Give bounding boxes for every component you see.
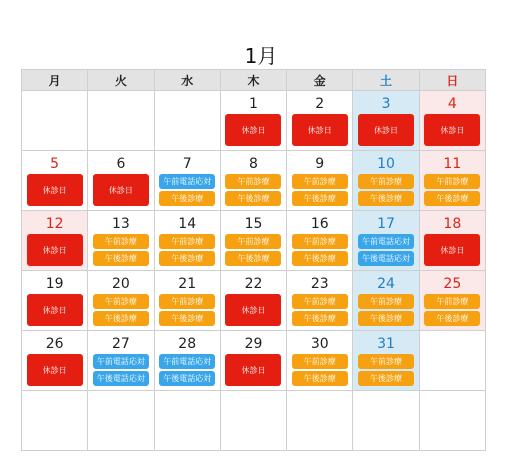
day-number: 15 [244,216,263,232]
day-badges [420,114,485,146]
day-badges [88,234,153,266]
day-badges [155,234,220,266]
calendar-week-row [22,271,486,331]
weekday-sat: 土 [353,70,419,91]
calendar-week-row [22,151,486,211]
day-number: 12 [45,216,64,232]
day-badges [155,294,220,326]
calendar-day-cell [22,91,88,151]
day-badges [420,234,485,266]
closed-day-badge: 休診日 [27,234,83,266]
day-badges [88,354,153,386]
day-number: 10 [377,156,395,172]
day-badges [287,354,352,386]
calendar-day-cell [220,391,286,451]
day-badges [353,234,418,266]
day-number: 4 [447,96,457,112]
calendar-day-cell[interactable] [154,151,220,211]
calendar-day-cell [22,391,88,451]
day-number: 11 [443,156,462,172]
day-badges [22,354,87,386]
weekday-thu: 木 [220,70,286,91]
day-number: 20 [112,276,130,292]
weekday-wed: 水 [154,70,220,91]
closed-day-badge: 休診日 [27,294,83,326]
calendar-day-cell[interactable] [287,211,353,271]
consultation-badge: 午前診療 [225,174,281,189]
consultation-badge: 午前診療 [292,354,348,369]
phone-support-badge: 午後電話応対 [159,371,215,386]
consultation-badge: 午前診療 [358,174,414,189]
calendar-week-row [22,91,486,151]
day-badges [221,234,286,266]
phone-support-badge: 午後電話応対 [93,371,149,386]
phone-support-badge: 午前電話応対 [159,354,215,369]
consultation-badge: 午後診療 [292,311,348,326]
calendar-day-cell[interactable] [287,151,353,211]
phone-support-badge: 午後電話応対 [358,251,414,266]
day-badges [221,174,286,206]
day-badges [155,354,220,386]
calendar-week-row [22,211,486,271]
phone-support-badge: 午前電話応対 [159,174,215,189]
weekday-fri: 金 [287,70,353,91]
day-badges [287,234,352,266]
weekday-header-row [22,70,486,91]
calendar-day-cell[interactable] [88,151,154,211]
consultation-badge: 午前診療 [225,234,281,249]
day-number: 16 [310,216,329,232]
consultation-badge: 午前診療 [292,174,348,189]
calendar-grid [21,69,486,451]
calendar-day-cell[interactable] [220,91,286,151]
calendar-day-cell[interactable] [353,271,419,331]
calendar-day-cell [88,91,154,151]
day-number: 27 [112,336,130,352]
closed-day-badge: 休診日 [225,114,281,146]
day-badges [221,294,286,326]
consultation-badge: 午前診療 [292,234,348,249]
day-number: 31 [377,336,395,352]
calendar-day-cell [353,391,419,451]
calendar-week-row [22,331,486,391]
day-badges [22,174,87,206]
day-number: 2 [315,96,325,112]
closed-day-badge: 休診日 [27,354,83,386]
consultation-badge: 午前診療 [159,234,215,249]
calendar-day-cell[interactable] [419,211,485,271]
calendar-day-cell [154,391,220,451]
calendar-day-cell[interactable] [419,271,485,331]
day-badges [353,114,418,146]
closed-day-badge: 休診日 [93,174,149,206]
day-badges [287,294,352,326]
day-number: 28 [178,336,197,352]
consultation-badge: 午後診療 [225,251,281,266]
calendar-day-cell[interactable] [287,271,353,331]
consultation-badge: 午後診療 [93,311,149,326]
calendar-day-cell[interactable] [22,271,88,331]
phone-support-badge: 午前電話応対 [358,234,414,249]
consultation-badge: 午前診療 [424,294,480,309]
consultation-badge: 午前診療 [358,354,414,369]
consultation-badge: 午後診療 [159,311,215,326]
calendar-day-cell[interactable] [287,91,353,151]
closed-day-badge: 休診日 [225,294,281,326]
day-badges [353,354,418,386]
calendar-day-cell[interactable] [220,211,286,271]
closed-day-badge: 休診日 [225,354,281,386]
phone-support-badge: 午前電話応対 [93,354,149,369]
day-badges [88,294,153,326]
consultation-badge: 午前診療 [93,234,149,249]
consultation-badge: 午後診療 [424,311,480,326]
day-number: 17 [377,216,395,232]
weekday-tue: 火 [88,70,154,91]
day-number: 13 [112,216,130,232]
day-badges [22,234,87,266]
month-title: 1月 [244,44,278,68]
closed-day-badge: 休診日 [424,114,480,146]
calendar-day-cell[interactable] [353,331,419,391]
calendar-day-cell [419,391,485,451]
day-number: 3 [381,96,391,112]
calendar-day-cell[interactable] [22,211,88,271]
closed-day-badge: 休診日 [358,114,414,146]
calendar-day-cell[interactable] [154,211,220,271]
calendar-day-cell[interactable] [287,331,353,391]
calendar-day-cell [88,391,154,451]
calendar-day-cell[interactable] [22,151,88,211]
calendar-day-cell[interactable] [353,91,419,151]
day-number: 7 [182,156,192,172]
day-badges [221,354,286,386]
calendar-day-cell[interactable] [88,211,154,271]
day-badges [22,294,87,326]
day-number: 26 [45,336,64,352]
consultation-badge: 午後診療 [292,191,348,206]
calendar-day-cell[interactable] [353,151,419,211]
calendar-day-cell[interactable] [419,91,485,151]
calendar-day-cell[interactable] [88,271,154,331]
day-number: 18 [443,216,462,232]
consultation-badge: 午前診療 [424,174,480,189]
day-number: 24 [377,276,395,292]
day-badges [221,114,286,146]
calendar-day-cell [287,391,353,451]
consultation-badge: 午前診療 [358,294,414,309]
day-number: 14 [178,216,197,232]
day-number: 8 [249,156,258,172]
consultation-badge: 午後診療 [159,191,215,206]
day-badges [353,174,418,206]
consultation-badge: 午後診療 [292,251,348,266]
day-badges [353,294,418,326]
calendar-day-cell [154,91,220,151]
day-badges [420,174,485,206]
calendar-day-cell[interactable] [22,331,88,391]
weekday-sun: 日 [419,70,485,91]
calendar-day-cell[interactable] [88,331,154,391]
day-number: 19 [45,276,64,292]
day-badges [420,294,485,326]
calendar-day-cell[interactable] [353,211,419,271]
calendar-day-cell[interactable] [220,331,286,391]
day-number: 1 [249,96,258,112]
day-badges [88,174,153,206]
day-number: 21 [178,276,197,292]
consultation-badge: 午後診療 [292,371,348,386]
calendar-week-row [22,391,486,451]
calendar-day-cell[interactable] [419,151,485,211]
day-number: 29 [244,336,263,352]
consultation-badge: 午後診療 [358,311,414,326]
weekday-mon: 月 [22,70,88,91]
day-number: 30 [310,336,329,352]
consultation-badge: 午前診療 [159,294,215,309]
consultation-badge: 午後診療 [93,251,149,266]
consultation-badge: 午後診療 [225,191,281,206]
day-badges [287,174,352,206]
consultation-badge: 午後診療 [424,191,480,206]
consultation-badge: 午後診療 [159,251,215,266]
closed-day-badge: 休診日 [27,174,83,206]
consultation-badge: 午後診療 [358,191,414,206]
day-number: 9 [315,156,325,172]
consultation-badge: 午前診療 [93,294,149,309]
day-number: 5 [50,156,60,172]
calendar-day-cell[interactable] [154,331,220,391]
calendar-day-cell [419,331,485,391]
calendar-day-cell[interactable] [220,151,286,211]
day-number: 6 [116,156,126,172]
day-number: 22 [244,276,263,292]
calendar-day-cell[interactable] [154,271,220,331]
day-badges [287,114,352,146]
closed-day-badge: 休診日 [424,234,480,266]
consultation-badge: 午前診療 [292,294,348,309]
day-number: 25 [443,276,462,292]
consultation-badge: 午後診療 [358,371,414,386]
calendar-day-cell[interactable] [220,271,286,331]
closed-day-badge: 休診日 [292,114,348,146]
day-badges [155,174,220,206]
day-number: 23 [310,276,329,292]
